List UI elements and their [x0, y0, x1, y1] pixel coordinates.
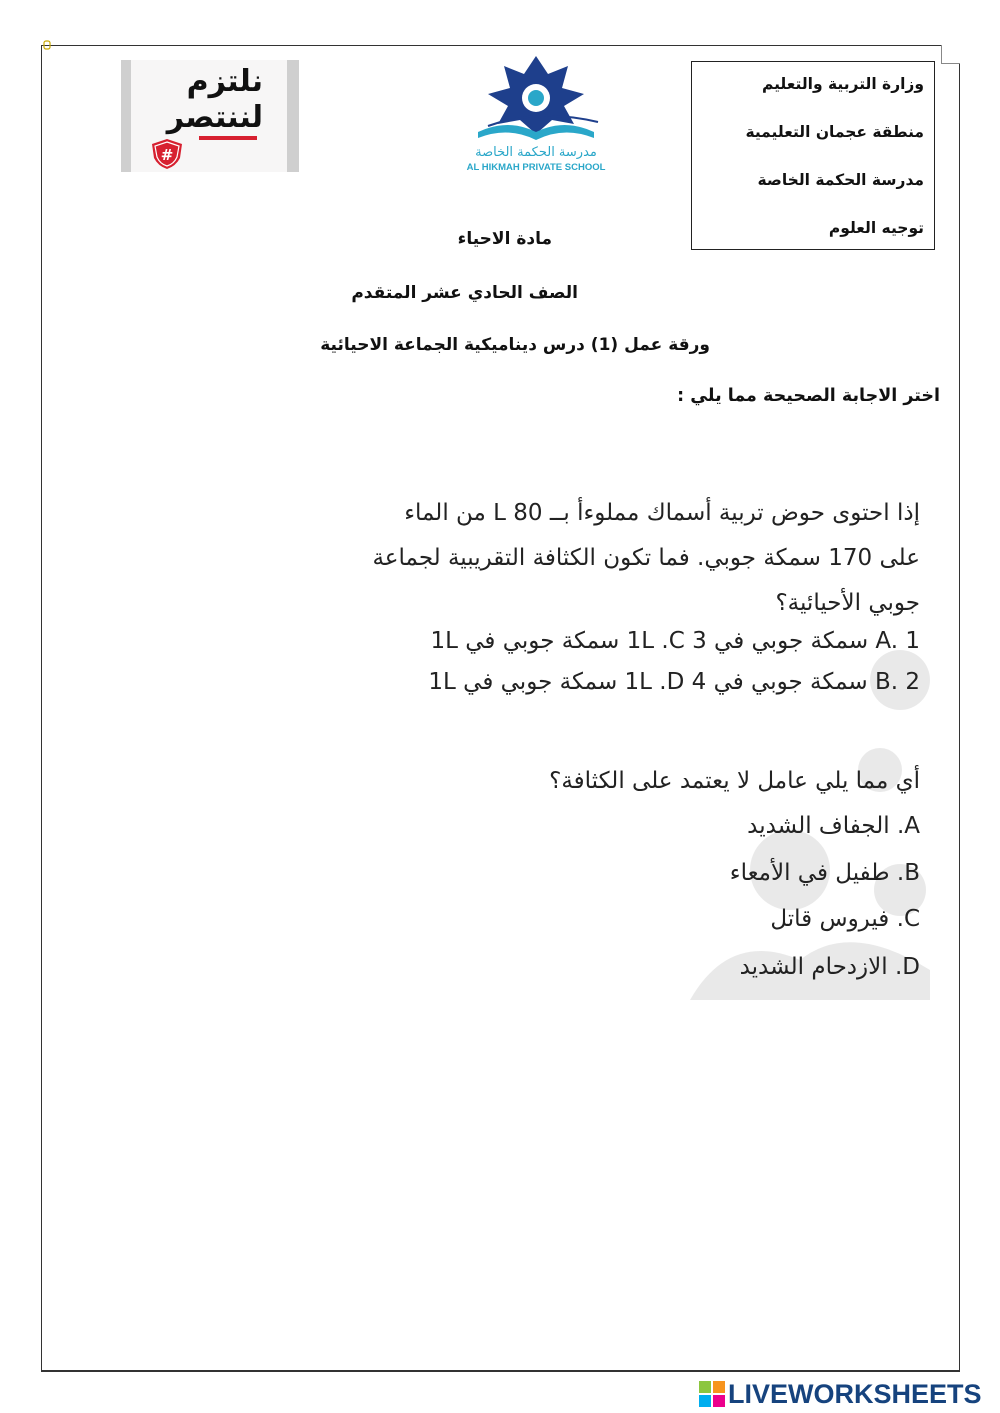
svg-text:#: #	[160, 146, 174, 164]
shield-hash-icon	[149, 138, 185, 170]
question2-stem: أي مما يلي عامل لا يعتمد على الكثافة؟	[549, 768, 920, 794]
campaign-badge	[121, 60, 299, 172]
logo-english-name: AL HIKMAH PRIVATE SCHOOL	[466, 162, 606, 173]
worksheet-title: ورقة عمل (1) درس ديناميكية الجماعة الاحيائية	[320, 335, 710, 355]
school-logo	[448, 52, 624, 176]
question1-line2: على 170 سمكة جوبي. فما تكون الكثافة التقريبية لجماعة	[372, 545, 920, 571]
subject-title: مادة الاحياء	[457, 229, 552, 249]
department-label: توجيه العلوم	[828, 219, 924, 237]
question2-option-d[interactable]: D. الازدحام الشديد	[739, 954, 920, 980]
region-label: منطقة عجمان التعليمية	[745, 123, 924, 141]
grade-title: الصف الحادي عشر المتقدم	[351, 283, 578, 303]
question1-options-row1[interactable]: A. 1 سمكة جوبي في 1L .C 3 سمكة جوبي في 1L	[430, 628, 920, 654]
school-label: مدرسة الحكمة الخاصة	[757, 171, 924, 189]
liveworksheets-logo-icon	[699, 1381, 725, 1407]
footer-rule	[41, 1371, 960, 1372]
header-info-box	[691, 61, 935, 250]
question1-line3: جوبي الأحيائية؟	[775, 590, 920, 616]
liveworksheets-brand[interactable]	[699, 1379, 982, 1409]
page-corner-fold	[941, 45, 960, 64]
campaign-line2: لننتصر	[166, 100, 263, 135]
brand-wordmark: LIVEWORKSHEETS	[728, 1378, 982, 1409]
logo-arabic-name: مدرسة الحكمة الخاصة	[475, 145, 597, 160]
question2-option-a[interactable]: A. الجفاف الشديد	[747, 813, 920, 839]
campaign-line1: نلتزم	[186, 64, 263, 99]
question2-option-c[interactable]: C. فيروس قاتل	[770, 906, 920, 932]
ministry-label: وزارة التربية والتعليم	[761, 75, 924, 93]
campaign-underline	[199, 136, 257, 140]
instruction-text: اختر الاجابة الصحيحة مما يلي :	[677, 386, 940, 406]
question1-options-row2[interactable]: B. 2 سمكة جوبي في 1L .D 4 سمكة جوبي في 1L	[428, 669, 920, 695]
paperclip-icon	[43, 40, 51, 50]
question2-option-b[interactable]: B. طفيل في الأمعاء	[729, 860, 920, 886]
question1-line1: إذا احتوى حوض تربية أسماك مملوءأ بــ L 80 من الماء	[404, 500, 920, 526]
